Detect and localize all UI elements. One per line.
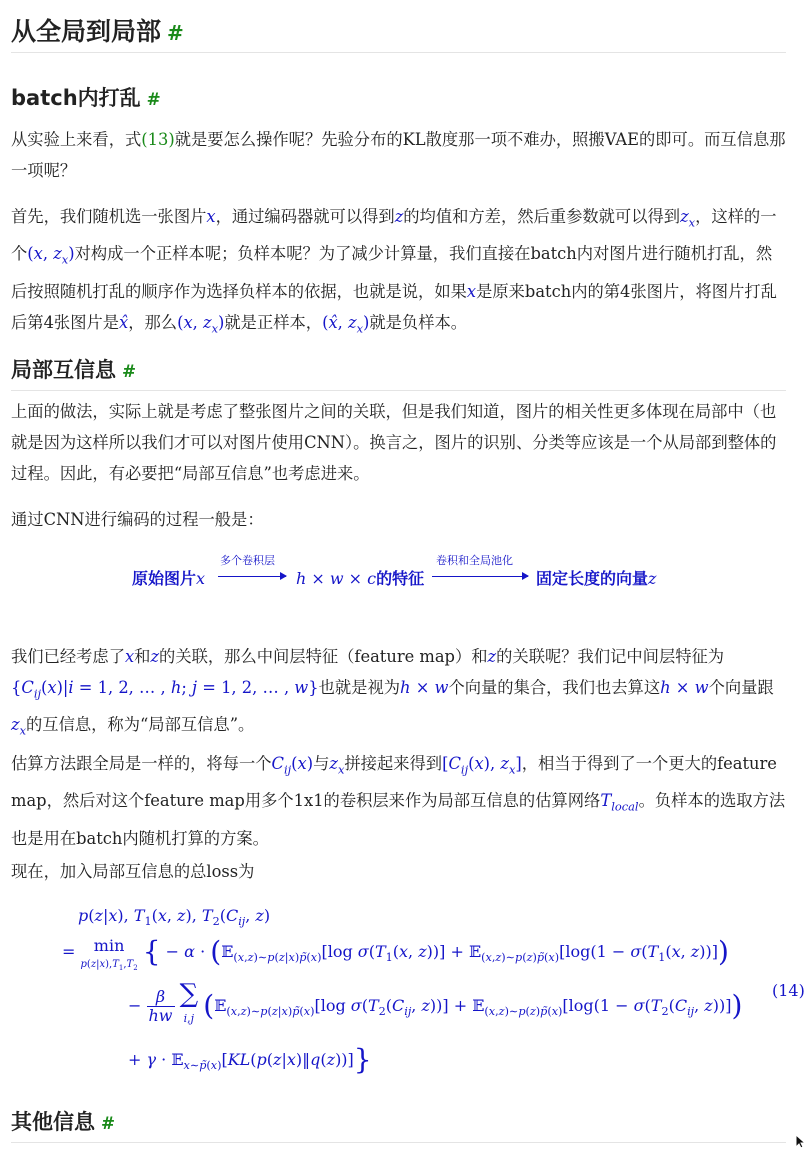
paragraph-sampling: 首先，我们随机选一张图片x，通过编码器就可以得到z的均值和方差，然后重参数就可以得到$z_x$，这样的一个(x, $z_x$)对构成一个正样本呢；负样本呢？为了减少计算量，我们直接在batch内对图片进行随机打乱，然后按照随机打乱的顺序作为选择负样本的依据，也就是说，如果x是原来batch内的第4张图片，将图片打乱后第4张图片是x̂，那么(x, $z_x$)就是正样本，(x̂, $z_x$)就是负样本。	[11, 207, 777, 335]
heading-divider	[11, 1142, 786, 1143]
heading-divider	[11, 390, 786, 391]
heading-anchor-link[interactable]: #	[167, 21, 184, 45]
flow-arrow-label-pool: 卷积和全局池化	[436, 554, 513, 567]
heading-text: 局部互信息	[11, 358, 116, 382]
section-heading-batch-shuffle	[11, 82, 161, 112]
paragraph-feature-map: 我们已经考虑了x和z的关联，那么中间层特征（feature map）和z的关联呢？我们记中间层特征为{$C_{ij}(x)|i = 1$, 2, … , h; j = 1, 2, … , w}也就是视为h × w个向量的集合，我们也去算这h × w个向量跟$z_x$的互信息，称为“局部互信息”。	[11, 647, 774, 738]
heading-text: batch内打乱	[11, 86, 141, 110]
section-heading-other-info	[11, 1106, 115, 1136]
cnn-encoding-flow	[122, 552, 682, 592]
flow-node-input-image: 原始图片x	[132, 569, 206, 588]
flow-arrow-right-icon	[218, 576, 286, 577]
section-heading-local-mi	[11, 354, 136, 384]
heading-anchor-link[interactable]: #	[101, 1113, 116, 1133]
equation-line-2: = min $p(z|x),T_1,T_2$ { − α · (𝔼$_{(x,z)\sim p(z|x)p̃(x)}$[log $\sigma(T_1(x$, z))] + 𝔼$_{(x,z)\sim p(z)p̃(x)}$[log(1 − $\sigma(T_1(x$, z))])	[62, 935, 729, 972]
flow-node-vector: 固定长度的向量z	[536, 569, 657, 588]
equation-ref-link[interactable]: (13)	[141, 130, 175, 149]
paragraph-local-correlation: 上面的做法，实际上就是考虑了整张图片之间的关联，但是我们知道，图片的相关性更多体现在局部中（也就是因为这样所以我们才可以对图片使用CNN）。换言之，图片的识别、分类等应该是一个从局部到整体的过程。因此，有必要把“局部互信息”也考虑进来。	[11, 402, 777, 483]
flow-arrow-right-icon	[432, 576, 528, 577]
paragraph-estimation: 估算方法跟全局是一样的，将每一个$C_{ij}(x)$与$z_x$拼接起来得到[$C_{ij}(x)$, $z_x$]，相当于得到了一个更大的feature map，然后对这个feature map用多个1x1的卷积层来作为局部互信息的估算网络$T_{local}$。负样本的选取方法也是用在batch内随机打算的方案。	[11, 754, 786, 848]
mouse-cursor-icon	[795, 1134, 807, 1149]
heading-text: 其他信息	[11, 1110, 95, 1134]
flow-node-feature-map: h × w × c的特征	[296, 569, 425, 588]
equation-line-1: p(z|x), $T_1(x$, z), $T_2(C_{ij}$, z)	[78, 906, 271, 929]
equation-line-3: − $\frac{\beta}{hw}$ ∑ i,j (𝔼$_{(x,z)\sim p(z|x)p̃(x)}$[log $\sigma(T_2(C_{ij}$, z))] + 𝔼$_{(x,z)\sim p(z)p̃(x)}$[log(1 − $\sigma(T_2(C_{ij}$, z))])	[128, 979, 743, 1025]
equation-line-4: + γ · 𝔼$_{x\sim p̃(x)}$[KL(p(z|x)‖q(z))]}	[128, 1043, 372, 1076]
paragraph-cnn-intro: 通过CNN进行编码的过程一般是：	[11, 510, 264, 529]
paragraph-experiment: 从实验上来看，式(13)就是要怎么操作呢？先验分布的KL散度那一项不难办，照搬VAE的即可。而互信息那一项呢？	[11, 130, 786, 180]
heading-text: 从全局到局部	[11, 17, 162, 46]
heading-divider	[11, 52, 786, 53]
flow-arrow-label-conv: 多个卷积层	[220, 554, 275, 567]
section-heading-global-to-local	[11, 12, 184, 48]
heading-anchor-link[interactable]: #	[146, 89, 161, 109]
heading-anchor-link[interactable]: #	[122, 361, 137, 381]
equation-number: (14)	[772, 981, 805, 1000]
paragraph-total-loss: 现在，加入局部互信息的总loss为	[11, 862, 255, 881]
